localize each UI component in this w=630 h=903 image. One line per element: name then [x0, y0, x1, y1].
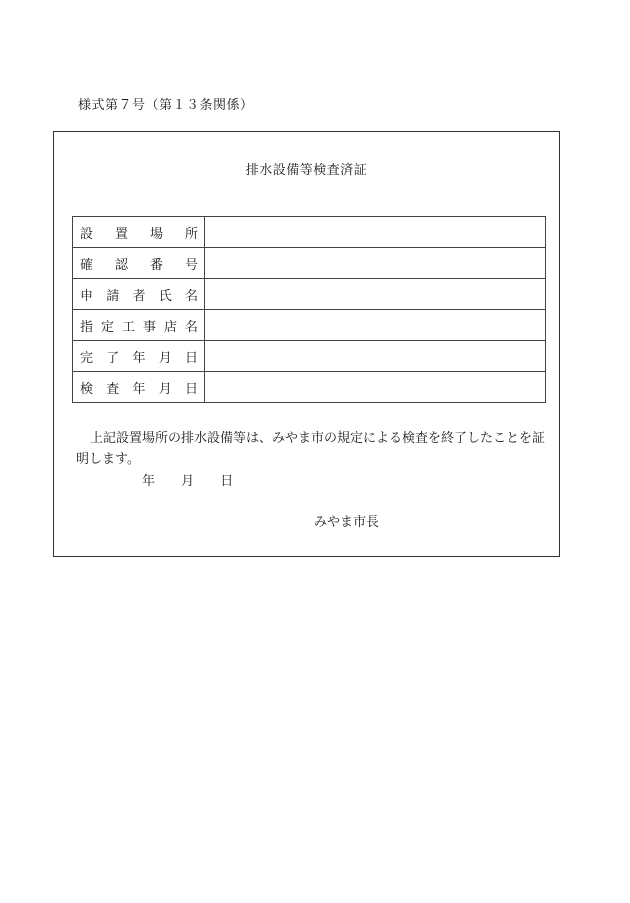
label-char: 年 — [132, 350, 146, 366]
label-char: 検 — [80, 381, 94, 397]
info-table — [72, 216, 546, 403]
issuer-name: みやま市長 — [314, 515, 380, 530]
label-char: 査 — [106, 381, 120, 397]
row-label — [73, 341, 205, 372]
label-char: 者 — [132, 288, 146, 304]
row-value-field[interactable] — [205, 248, 546, 279]
label-char: 氏 — [158, 288, 172, 304]
label-char: 月 — [158, 350, 172, 366]
table-row — [73, 217, 546, 248]
row-value-field[interactable] — [205, 341, 546, 372]
label-char: 工 — [121, 319, 135, 335]
label-char: 名 — [184, 288, 198, 304]
label-char: 確 — [80, 257, 94, 273]
row-value-field[interactable] — [205, 217, 546, 248]
label-char: 請 — [106, 288, 120, 304]
row-value-field[interactable] — [205, 279, 546, 310]
label-char: 号 — [184, 257, 198, 273]
label-char: 設 — [80, 226, 94, 242]
label-char: 置 — [114, 226, 128, 242]
label-char: 日 — [184, 350, 198, 366]
table-row — [73, 372, 546, 403]
label-char: 名 — [184, 319, 198, 335]
row-label — [73, 248, 205, 279]
certificate-frame — [53, 131, 560, 557]
label-char: 完 — [80, 350, 94, 366]
row-label — [73, 310, 205, 341]
label-char: 認 — [114, 257, 128, 273]
label-char: 定 — [100, 319, 114, 335]
label-char: 場 — [149, 226, 163, 242]
label-char: 了 — [106, 350, 120, 366]
row-label — [73, 217, 205, 248]
row-label — [73, 372, 205, 403]
label-char: 指 — [80, 319, 94, 335]
label-char: 年 — [132, 381, 146, 397]
label-char: 所 — [184, 226, 198, 242]
certificate-statement: 上記設置場所の排水設備等は、みやま市の規定による検査を終了したことを証明します。 — [76, 431, 546, 467]
label-char: 事 — [142, 319, 156, 335]
table-row — [73, 341, 546, 372]
label-char: 月 — [158, 381, 172, 397]
form-number: 様式第７号（第１３条関係） — [78, 98, 254, 113]
row-value-field[interactable] — [205, 310, 546, 341]
table-row — [73, 279, 546, 310]
row-value-field[interactable] — [205, 372, 546, 403]
date-line: 年 月 日 — [142, 474, 234, 489]
label-char: 店 — [163, 319, 177, 335]
table-row — [73, 248, 546, 279]
label-char: 番 — [149, 257, 163, 273]
table-row — [73, 310, 546, 341]
label-char: 申 — [80, 288, 94, 304]
row-label — [73, 279, 205, 310]
label-char: 日 — [184, 381, 198, 397]
certificate-title: 排水設備等検査済証 — [245, 163, 368, 178]
